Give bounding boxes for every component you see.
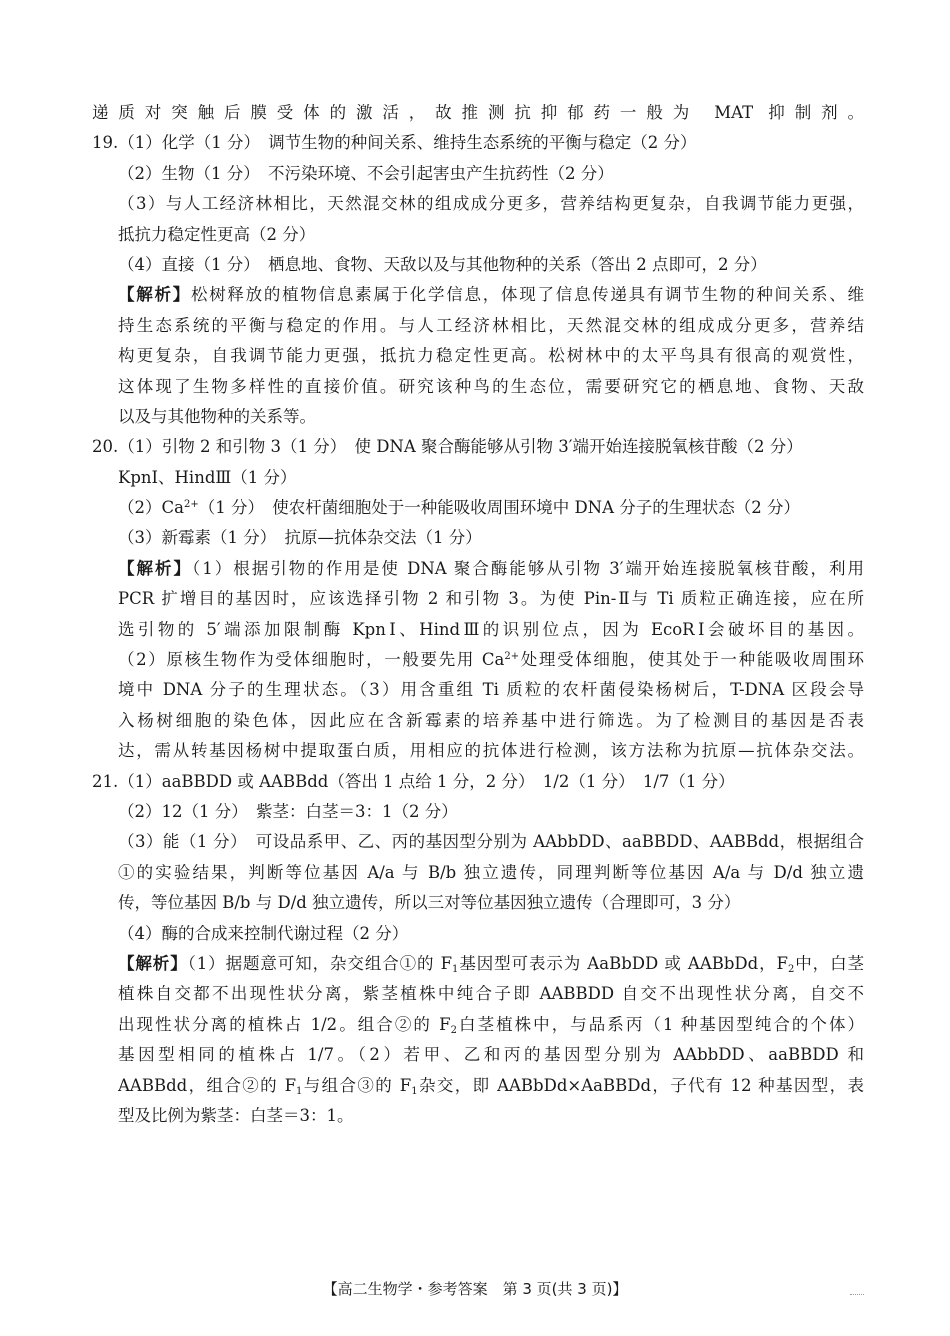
q19-answer-2: [92, 159, 864, 189]
text-line: （2）生物（1 分） 不污染环境、不会引起害虫产生抗药性（2 分）: [118, 163, 614, 183]
subscript: 1: [452, 963, 459, 975]
q21-analysis-line: [92, 1071, 864, 1101]
text-line: （3）新霉素（1 分） 抗原—抗体杂交法（1 分）: [118, 528, 482, 548]
text-line: （1）根据引物的作用是使 DNA 聚合酶能够从引物 3′端开始连接脱氧核苷酸，利用: [192, 558, 864, 578]
text-line: 基因型相同的植株占 1/7。（2）若甲、乙和丙的基因型分别为 AAbbDD、aaBBDD 和: [118, 1045, 864, 1065]
q20-analysis-line: [92, 584, 864, 614]
text-line: 杂交，即 AABbDd×AaBBDd，子代有 12 种基因型，表: [417, 1075, 864, 1095]
text-line: （1 分） 使农杆菌细胞处于一种能吸收周围环境中 DNA 分子的生理状态（2 分）: [198, 498, 801, 518]
text-line: 与组合③的 F: [302, 1075, 412, 1095]
q19-answer-3-cont: [92, 220, 864, 250]
text-line: 中，白茎: [794, 953, 864, 973]
q19-analysis-line: [92, 341, 864, 371]
q21-answer-1: [92, 767, 864, 797]
text-line: 出现性状分离的植株占 1/2。组合②的 F: [118, 1014, 451, 1034]
q21-answer-4: [92, 919, 864, 949]
text-line: 以及与其他物种的关系等。: [118, 406, 316, 426]
text-line: （4）直接（1 分） 栖息地、食物、天敌以及与其他物种的关系（答出 2 点即可，2 分）: [118, 254, 767, 274]
q19-analysis-line: [92, 372, 864, 402]
text-line: KpnⅠ、HindⅢ（1 分）: [118, 467, 297, 487]
q21-answer-3-cont: [92, 858, 864, 888]
text-line: 递质对突触后膜受体的激活，故推测抗抑郁药一般为 MAT 抑制剂。: [92, 103, 864, 122]
text-line: （1）据题意可知，杂交组合①的 F: [187, 953, 453, 973]
text-line: 19.（1）化学（1 分） 调节生物的种间关系、维持生态系统的平衡与稳定（2 分）: [92, 133, 697, 153]
text-line: （2）Ca: [118, 498, 184, 518]
q20-answer-1-cont: [92, 463, 864, 493]
q21-analysis-line: [92, 979, 864, 1009]
text-line: 持生态系统的平衡与稳定的作用。与人工经济林相比，天然混交林的组成成分更多，营养结: [118, 315, 864, 335]
text-line: 型及比例为紫茎：白茎＝3：1。: [118, 1105, 354, 1125]
q21-analysis-line: [92, 1101, 864, 1131]
q19-answer-3: [92, 189, 864, 219]
subscript: 1: [411, 1085, 418, 1097]
q19-answer-1: [92, 128, 864, 158]
ion-charge: 2+: [183, 499, 199, 511]
ion-charge: 2+: [504, 651, 520, 663]
q20-analysis-line: [92, 615, 864, 645]
page-footer: 【高二生物学・参考答案 第 3 页(共 3 页)】: [322, 1280, 628, 1298]
text-line: 传，等位基因 B/b 与 D/d 独立遗传，所以三对等位基因独立遗传（合理即可，3 分）: [118, 893, 741, 913]
text-line: 选引物的 5′端添加限制酶 KpnⅠ、HindⅢ的识别位点，因为 EcoRⅠ会破坏目的基因。: [118, 619, 864, 639]
text-line: 达，需从转基因杨树中提取蛋白质，用相应的抗体进行检测，该方法称为抗原—抗体杂交法。: [118, 741, 864, 761]
subscript: 2: [450, 1024, 457, 1036]
q20-analysis-line: [92, 736, 864, 766]
q21-analysis-line: [92, 1040, 864, 1070]
continuation-line: [92, 98, 864, 128]
text-line: 松树释放的植物信息素属于化学信息，体现了信息传递具有调节生物的种间关系、维: [190, 285, 864, 305]
q20-analysis: [92, 554, 864, 584]
analysis-tag: 【解析】: [118, 558, 193, 578]
q21-analysis: [92, 949, 864, 979]
analysis-tag: 【解析】: [118, 285, 191, 305]
q19-analysis: [92, 280, 864, 310]
text-line: 白茎植株中，与品系丙（1 种基因型纯合的个体）: [457, 1014, 864, 1034]
q20-analysis-line: [92, 675, 864, 705]
text-line: 处理受体细胞，使其处于一种能吸收周围环: [519, 650, 864, 670]
text-line: 境中 DNA 分子的生理状态。（3）用含重组 Ti 质粒的农杆菌侵染杨树后，T-DNA 区段会导: [118, 680, 864, 700]
q21-answer-3: [92, 827, 864, 857]
text-line: （3）与人工经济林相比，天然混交林的组成成分更多，营养结构更复杂，自我调节能力更强，: [118, 194, 864, 214]
text-line: （3）能（1 分） 可设品系甲、乙、丙的基因型分别为 AAbbDD、aaBBDD、AABBdd，根据组合: [118, 832, 864, 852]
q20-answer-1: [92, 432, 864, 462]
text-line: （4）酶的合成来控制代谢过程（2 分）: [118, 923, 409, 943]
text-line: （2）原核生物作为受体细胞时，一般要先用 Ca: [118, 650, 505, 670]
footer-mark: [850, 1294, 864, 1297]
text-line: 入杨树细胞的染色体，因此应在含新霉素的培养基中进行筛选。为了检测目的基因是否表: [118, 710, 864, 730]
q19-analysis-line: [92, 402, 864, 432]
text-line: PCR 扩增目的基因时，应该选择引物 2 和引物 3。为使 Pin-Ⅱ与 Ti 质粒正确连接，应在所: [118, 589, 864, 609]
answer-content: [92, 98, 864, 1131]
q21-answer-2: [92, 797, 864, 827]
text-line: 抵抗力稳定性更高（2 分）: [118, 224, 316, 244]
subscript: 1: [296, 1085, 303, 1097]
q20-answer-3: [92, 523, 864, 553]
text-line: 基因型可表示为 AaBbDD 或 AABbDd，F: [458, 953, 788, 973]
q21-analysis-line: [92, 1010, 864, 1040]
q20-analysis-line: [92, 645, 864, 675]
subscript: 2: [787, 963, 795, 975]
text-line: （2）12（1 分） 紫茎：白茎＝3：1（2 分）: [118, 801, 458, 821]
text-line: 21.（1）aaBBDD 或 AABBdd（答出 1 点给 1 分，2 分） 1/2（1 分） 1/7（1 分）: [92, 771, 735, 791]
q19-answer-4: [92, 250, 864, 280]
text-line: 构更复杂，自我调节能力更强，抵抗力稳定性更高。松树林中的太平鸟具有很高的观赏性，: [118, 346, 864, 366]
text-line: AABBdd，组合②的 F: [118, 1075, 297, 1095]
q19-analysis-line: [92, 311, 864, 341]
text-line: ①的实验结果，判断等位基因 A/a 与 B/b 独立遗传，同理判断等位基因 A/a 与 D/d 独立遗: [118, 862, 864, 882]
text-line: 20.（1）引物 2 和引物 3（1 分） 使 DNA 聚合酶能够从引物 3′端开始连接脱氧核苷酸（2 分）: [92, 437, 803, 457]
q20-analysis-line: [92, 706, 864, 736]
q20-answer-2: [92, 493, 864, 523]
text-line: 这体现了生物多样性的直接价值。研究该种鸟的生态位，需要研究它的栖息地、食物、天敌: [118, 376, 864, 396]
analysis-tag: 【解析】: [118, 953, 188, 973]
q21-answer-3-cont: [92, 888, 864, 918]
text-line: 植株自交都不出现性状分离，紫茎植株中纯合子即 AABBDD 自交不出现性状分离，自交不: [118, 984, 864, 1004]
